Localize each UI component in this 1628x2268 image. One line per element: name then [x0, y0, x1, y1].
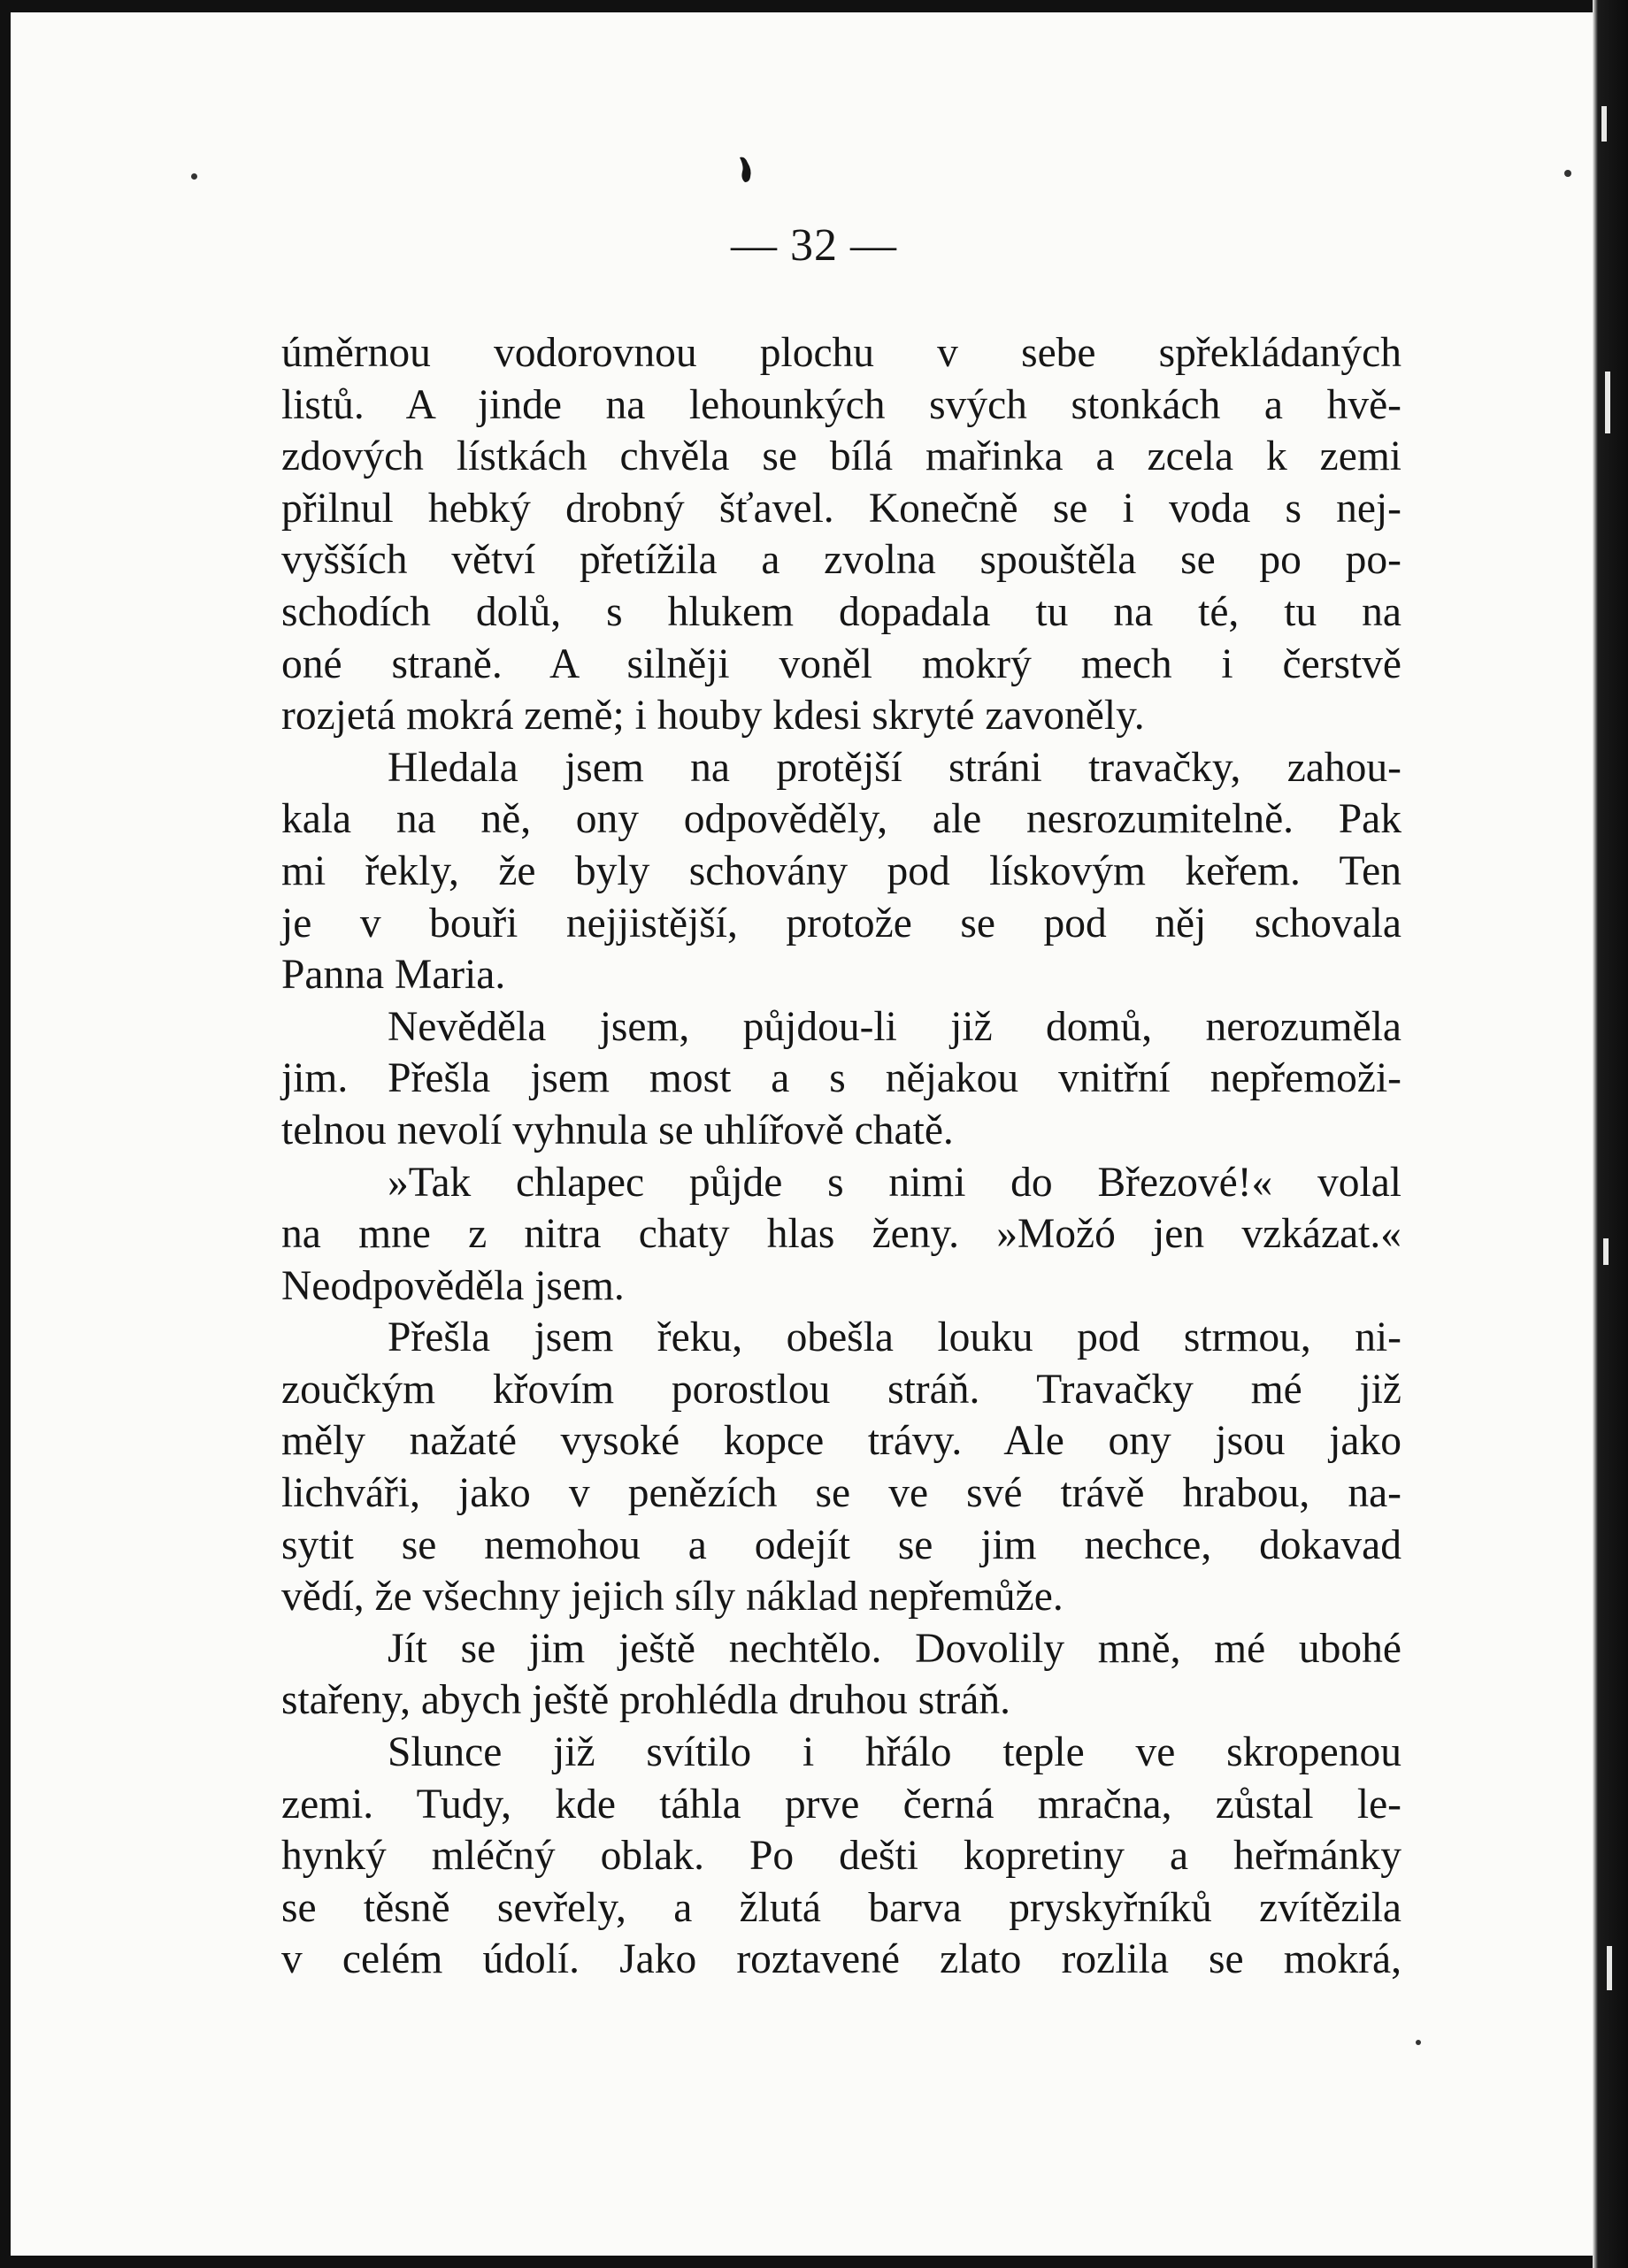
text-line: listů. A jinde na lehounkých svých stonkách a hvě- — [281, 381, 1401, 428]
book-spine-edge — [1593, 0, 1628, 2268]
text-line: Slunce již svítilo i hřálo teple ve skropenou — [388, 1729, 1401, 1776]
text-line: lichváři, jako v penězích se ve své trávě hrabou, na- — [281, 1470, 1401, 1517]
text-line: se těsně sevřely, a žlutá barva pryskyřníků zvítězila — [281, 1884, 1401, 1931]
text-line: kala na ně, ony odpověděly, ale nesrozumitelně. Pak — [281, 796, 1401, 843]
text-line: jim. Přešla jsem most a s nějakou vnitřní nepřemoži- — [281, 1055, 1401, 1102]
scan-speck — [1416, 2040, 1421, 2045]
scan-border-bottom — [0, 2256, 1628, 2268]
scan-border-left — [0, 0, 11, 2268]
text-line: Jít se jim ještě nechtělo. Dovolily mně, mé ubohé — [388, 1625, 1401, 1672]
body-text — [281, 327, 1401, 1986]
text-line: Neodpověděla jsem. — [281, 1262, 625, 1309]
text-line: oné straně. A silněji voněl mokrý mech i čerstvě — [281, 640, 1401, 687]
text-line: je v bouři nejjistější, protože se pod něj schovala — [281, 900, 1401, 946]
page-number: — 32 — — [731, 220, 897, 271]
printer-mark-icon — [736, 156, 754, 184]
text-line: Nevěděla jsem, půjdou-li již domů, nerozuměla — [388, 1003, 1401, 1050]
text-line: úměrnou vodorovnou plochu v sebe spřekládaných — [281, 330, 1401, 376]
text-line: hynký mléčný oblak. Po dešti kopretiny a heřmánky — [281, 1833, 1401, 1880]
text-line: měly nažaté vysoké kopce trávy. Ale ony jsou jako — [281, 1418, 1401, 1465]
text-line: schodích dolů, s hlukem dopadala tu na té, tu na — [281, 588, 1401, 635]
text-line: Přešla jsem řeku, obešla louku pod strmou, ni- — [388, 1314, 1401, 1361]
text-line: zemi. Tudy, kde táhla prve černá mračna, zůstal le- — [281, 1781, 1401, 1827]
text-line: stařeny, abych ještě prohlédla druhou stráň. — [281, 1677, 1010, 1724]
text-line: sytit se nemohou a odejít se jim nechce, dokavad — [281, 1521, 1401, 1568]
scan-speck — [191, 173, 197, 180]
text-line: »Tak chlapec půjde s nimi do Březové!« volal — [388, 1159, 1401, 1206]
text-line: Hledala jsem na protější stráni travačky, zahou- — [388, 744, 1401, 791]
text-line: vyšších větví přetížila a zvolna spouštěla se po po- — [281, 537, 1401, 584]
text-line: přilnul hebký drobný šťavel. Konečně se i voda s nej- — [281, 485, 1401, 532]
text-line: Panna Maria. — [281, 952, 506, 999]
text-line: zoučkým křovím porostlou stráň. Travačky mé již — [281, 1366, 1401, 1413]
text-line: zdových lístkách chvěla se bílá mařinka a zcela k zemi — [281, 433, 1401, 480]
text-line: telnou nevolí vyhnula se uhlířově chatě. — [281, 1107, 954, 1153]
text-line: na mne z nitra chaty hlas ženy. »Možó jen vzkázat.« — [281, 1211, 1401, 1258]
text-line: vědí, že všechny jejich síly náklad nepřemůže. — [281, 1574, 1064, 1621]
text-line: v celém údolí. Jako roztavené zlato rozlila se mokrá, — [281, 1936, 1401, 1983]
text-line: mi řekly, že byly schovány pod lískovým keřem. Ten — [281, 847, 1401, 894]
scan-border-top — [0, 0, 1628, 12]
text-line: rozjetá mokrá země; i houby kdesi skryté zavoněly. — [281, 693, 1145, 739]
scan-speck — [1564, 170, 1571, 177]
